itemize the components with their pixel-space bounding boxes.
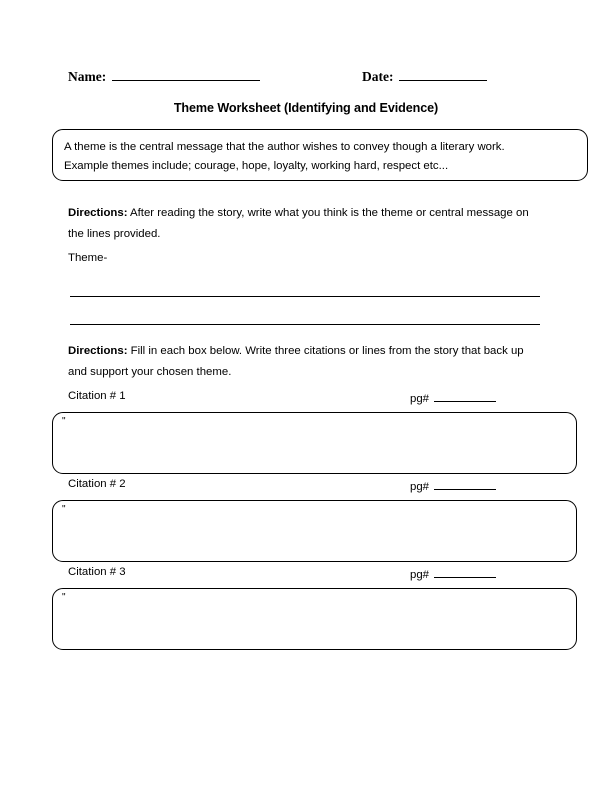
page-title: Theme Worksheet (Identifying and Evidence) [173, 101, 439, 115]
directions-two-label: Directions: [68, 345, 128, 357]
page-number-label: pg# [410, 569, 430, 581]
quote-mark-icon: " [62, 504, 66, 515]
citation-answer-box[interactable] [52, 500, 577, 562]
citation-header [0, 566, 612, 586]
name-field [68, 68, 260, 85]
page-number-field [410, 478, 496, 493]
definition-line-2: Example themes include; courage, hope, loyalty, working hard, respect etc... [64, 160, 449, 172]
date-field [362, 68, 487, 85]
page-number-blank[interactable] [434, 390, 496, 402]
directions-one [68, 203, 543, 245]
citation-header [0, 478, 612, 498]
citation-label: Citation # 2 [68, 478, 126, 490]
name-label: Name: [68, 69, 107, 84]
citation-header [0, 390, 612, 410]
directions-two-text: Fill in each box below. Write three citations or lines from the story that back up and support your chosen theme. [68, 345, 524, 378]
citation-label: Citation # 1 [68, 390, 126, 402]
directions-two [68, 341, 543, 383]
quote-mark-icon: " [62, 416, 66, 427]
quote-mark-icon: " [62, 592, 66, 603]
directions-one-text: After reading the story, write what you think is the theme or central message on the lines provided. [68, 207, 529, 240]
theme-answer-line-1[interactable] [70, 296, 540, 297]
theme-answer-line-2[interactable] [70, 324, 540, 325]
citation-answer-box[interactable] [52, 412, 577, 474]
citation-block [0, 566, 612, 603]
date-input-blank[interactable] [399, 68, 487, 81]
page-number-label: pg# [410, 481, 430, 493]
citation-block [0, 390, 612, 427]
header-row [0, 68, 612, 90]
citation-label: Citation # 3 [68, 566, 126, 578]
citation-block [0, 478, 612, 515]
page-number-field [410, 390, 496, 405]
page-number-label: pg# [410, 393, 430, 405]
page-number-blank[interactable] [434, 478, 496, 490]
citation-answer-box[interactable] [52, 588, 577, 650]
theme-prompt-label: Theme- [68, 252, 108, 264]
theme-definition-box [52, 129, 588, 181]
date-label: Date: [362, 69, 394, 84]
directions-one-label: Directions: [68, 207, 128, 219]
name-input-blank[interactable] [112, 68, 260, 81]
page-number-field [410, 566, 496, 581]
page-number-blank[interactable] [434, 566, 496, 578]
definition-line-1: A theme is the central message that the author wishes to convey though a literary work. [64, 141, 505, 153]
